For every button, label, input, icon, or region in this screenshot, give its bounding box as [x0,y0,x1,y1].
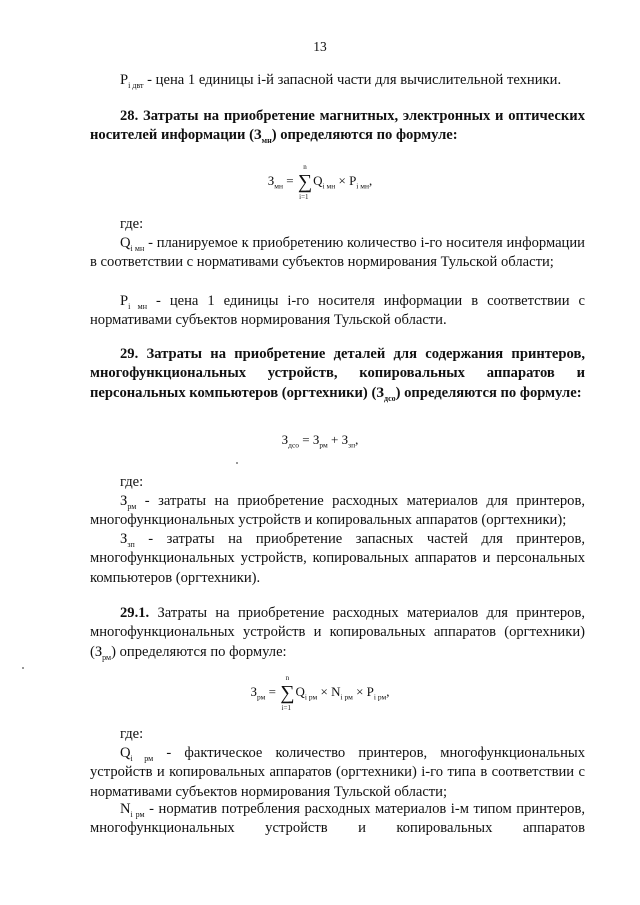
section-29-zrm-definition: $З_{рм}$ - затраты на приобретение расходных материалов для принтеров, многофункциональных устройств и копировальных аппаратов (оргтехники); [90,493,585,529]
section-29-1-q-definition: $Q_{i рм}$ - фактическое количество принтеров, многофункциональных устройств и копировальных аппаратов (оргтехники) i-го типа в соответствии с нормативами субъектов нормирования Тульской области; [90,745,585,800]
sum-icon: ∑ n i=1 [297,163,313,201]
page-number: 13 [313,39,327,54]
formula-zmn: $З_{мн}$ = ∑ n i=1 $Q_{i мн} \times P_{i мн}$, [267,163,373,201]
section-28-where: где: [120,216,144,232]
section-28-p-definition: $P_{i мн}$ - цена 1 единицы i-го носителя информации в соответствии с нормативами субъектов нормирования Тульской области. [90,293,585,329]
section-29-1-where: где: [120,726,144,742]
formula-zdso: $З_{дсо} = З_{рм} + З_{зп}$, [281,432,359,450]
section-29-zzp-definition: $З_{зп}$ - затраты на приобретение запасных частей для принтеров, многофункциональных устройств, копировальных аппаратов и персональных компьютеров (оргтехники). [90,531,586,586]
section-29-1-n-definition: $N_{i рм}$ - норматив потребления расходных материалов i-м типом принтеров, многофункциональных устройств и копировальных аппаратов [90,801,585,837]
section-28-heading: 28. Затраты на приобретение магнитных, электронных и оптических носителей информации $(З_{мн})$ определяются по формуле: [90,108,585,146]
section-29-heading: 29. Затраты на приобретение деталей для содержания принтеров, многофункциональных устройств, копировальных аппаратов и персональных компьютеров (оргтехники) $(З_{дсо})$ определяются по формуле: [90,346,585,403]
section-28-q-definition: $Q_{i мн}$ - планируемое к приобретению количество i-го носителя информации в соответствии с нормативами субъектов нормирования Тульской области; [90,235,585,271]
section-29-1-paragraph: 29.1. Затраты на приобретение расходных материалов для принтеров, многофункциональных устройств и копировальных аппаратов (оргтехники) $(З_{рм})$ определяются по формуле: [90,605,585,662]
section-29-where: где: [120,474,144,490]
price-spare-part-line: $P_{i двт}$ - цена 1 единицы i-й запасной части для вычислительной техники. [120,72,562,90]
scan-speck [236,462,238,464]
sum-icon: ∑ n i=1 [280,674,295,712]
formula-zrm: $З_{рм}$ = ∑ n i=1 $Q_{i рм} \times N_{i рм} \times P_{i рм}$, [250,674,390,712]
scan-speck [22,667,24,669]
